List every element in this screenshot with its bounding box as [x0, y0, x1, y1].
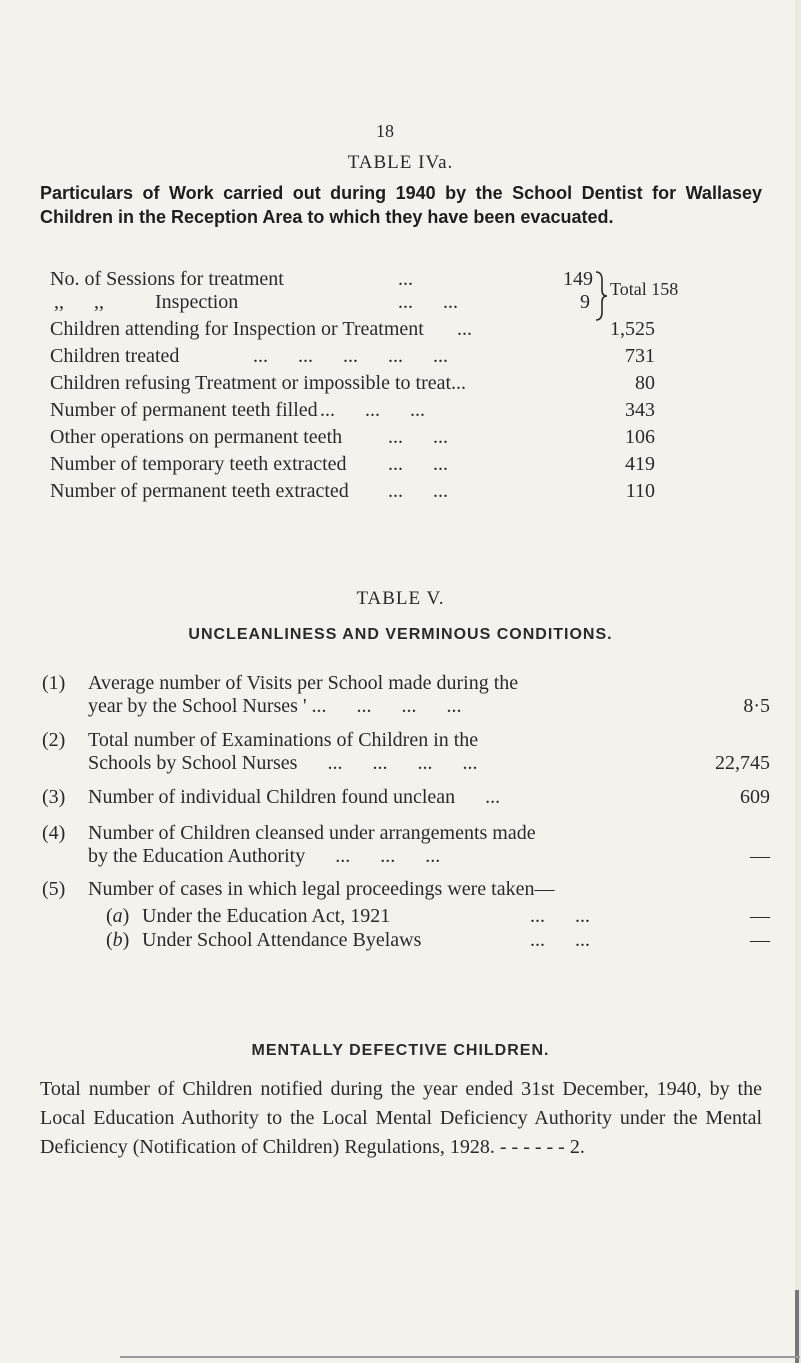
row-value: 80	[635, 372, 655, 394]
item-number: (3)	[42, 786, 66, 808]
row-label: Children treated	[50, 345, 180, 367]
row-dots: ...	[457, 318, 472, 340]
sessions-total: Total 158	[610, 279, 679, 299]
row-dots: ... ...	[388, 480, 448, 502]
sub-item-label: Under the Education Act, 1921	[142, 905, 391, 927]
mental-paragraph: Total number of Children notified during the year ended 31st December, 1940, by the Local Education Authority to the Local Mental Deficiency Authority under the Mental Deficiency (Notification of Children) Regulations, 1928. - - - - - - 2.	[40, 1078, 762, 1158]
item-text-line1: Number of cases in which legal proceedings were taken—	[88, 878, 555, 900]
table-v-title: TABLE V.	[356, 588, 445, 609]
table-iva-intro: Particulars of Work carried out during 1940 by the School Dentist for Wallasey Children in the Reception Area to which they have been evacuated.	[40, 183, 762, 227]
sessions-treatment-label: No. of Sessions for treatment	[50, 268, 284, 290]
item-value: 22,745	[715, 752, 770, 774]
mental-heading: MENTALLY DEFECTIVE CHILDREN.	[251, 1042, 550, 1059]
table-v-heading: UNCLEANLINESS AND VERMINOUS CONDITIONS.	[188, 626, 613, 643]
row-value: 110	[625, 480, 655, 502]
page-edge	[795, 0, 801, 1363]
item-number: (1)	[42, 672, 66, 694]
row-value: 419	[625, 453, 655, 475]
row-dots: ... ... ... ... ...	[253, 345, 448, 367]
sessions-inspection-ditto: ,, ,,	[54, 291, 104, 313]
row-label: Number of permanent teeth extracted	[50, 480, 349, 502]
sessions-inspection-value: 9	[580, 291, 590, 313]
sub-item-dots: ... ...	[530, 929, 590, 951]
sub-item-letter: (a)	[106, 905, 130, 927]
item-value: —	[750, 845, 770, 867]
item-number: (4)	[42, 822, 66, 844]
bottom-rule	[120, 1356, 800, 1358]
item-text-line1: Average number of Visits per School made during the	[88, 672, 519, 694]
page-number: 18	[376, 121, 394, 141]
item-value: 8·5	[743, 695, 770, 717]
row-value: 343	[625, 399, 655, 421]
row-label: Number of temporary teeth extracted	[50, 453, 347, 475]
sub-item-value: —	[750, 905, 770, 927]
sessions-treatment-row	[50, 82, 660, 108]
row-dots: ... ... ...	[320, 399, 425, 421]
item-text-line1: Total number of Examinations of Children in the	[88, 729, 479, 751]
page-edge-dark	[795, 1290, 799, 1363]
item-text-line2: Schools by School Nurses ... ... ... ...	[88, 752, 478, 774]
row-label: Number of permanent teeth filled	[50, 399, 318, 421]
item-text-line1: Number of Children cleansed under arrangements made	[88, 822, 536, 844]
item-number: (5)	[42, 878, 66, 900]
item-text-line2: year by the School Nurses ' ... ... ... ...	[88, 695, 462, 717]
sub-item-dots: ... ...	[530, 905, 590, 927]
curly-brace	[594, 270, 608, 322]
row-dots: ... ...	[388, 426, 448, 448]
table-iva-title: TABLE IVa.	[347, 152, 454, 173]
row-value: 106	[625, 426, 655, 448]
sessions-inspection-dots: ... ...	[398, 291, 458, 313]
row-label: Other operations on permanent teeth	[50, 426, 343, 448]
item-text-line2: by the Education Authority ... ... ...	[88, 845, 441, 867]
row-value: 731	[625, 345, 655, 367]
item-value: 609	[740, 786, 770, 808]
sub-item-letter: (b)	[106, 929, 130, 951]
row-label: Children refusing Treatment or impossible to treat...	[50, 372, 467, 394]
sub-item-value: —	[750, 929, 770, 951]
sessions-inspection-label: Inspection	[155, 291, 239, 313]
sessions-treatment-dots: ...	[398, 268, 413, 290]
item-number: (2)	[42, 729, 66, 751]
row-value: 1,525	[610, 318, 655, 340]
sub-item-label: Under School Attendance Byelaws	[142, 929, 422, 951]
row-label: Children attending for Inspection or Treatment	[50, 318, 424, 340]
item-text-line1: Number of individual Children found unclean ...	[88, 786, 501, 808]
row-dots: ... ...	[388, 453, 448, 475]
sessions-treatment-value: 149	[563, 268, 593, 290]
